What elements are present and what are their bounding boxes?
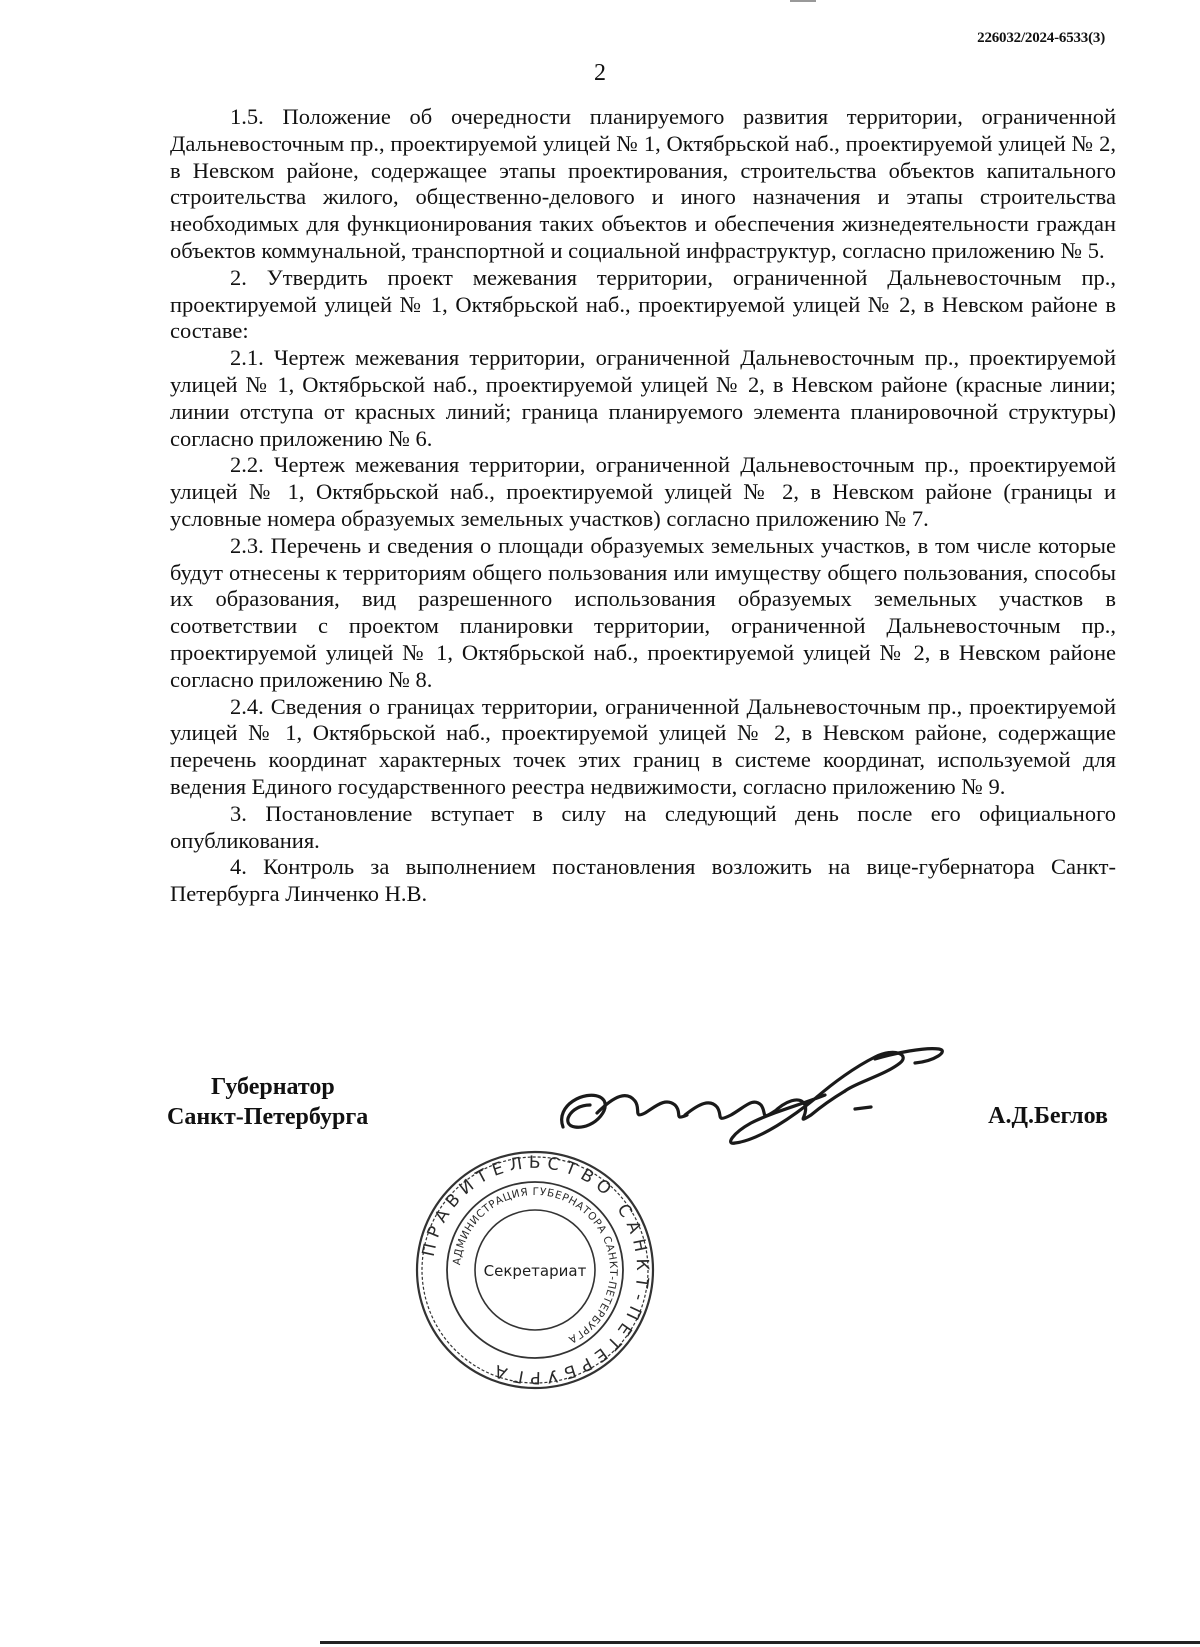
scan-mark bbox=[790, 0, 816, 2]
signatory-title-line1: Губернатор bbox=[211, 1074, 335, 1100]
signer-name: А.Д.Беглов bbox=[988, 1103, 1108, 1129]
paragraph-2-4: 2.4. Сведения о границах территории, ограниченной Дальневосточным пр., проектируемой улицей № 1, Октябрьской наб., проектируемой улицей № 2, в Невском районе, содержащие перечень координат характерных точек этих границ в системе координат, используемой для ведения Единого государственного реестра недвижимости, согласно приложению № 9. bbox=[170, 693, 1116, 799]
signatory-title-line2: Санкт-Петербурга bbox=[167, 1104, 369, 1130]
page-number: 2 bbox=[594, 60, 606, 86]
document-number: 226032/2024-6533(3) bbox=[977, 30, 1105, 46]
paragraph-4: 4. Контроль за выполнением постановления возложить на вице-губернатора Санкт-Петербурга Линченко Н.В. bbox=[170, 854, 1116, 907]
official-stamp bbox=[410, 1145, 660, 1395]
handwritten-signature bbox=[555, 1035, 955, 1155]
paragraph-3: 3. Постановление вступает в силу на следующий день после его официального опубликования. bbox=[170, 800, 1116, 853]
bottom-rule bbox=[320, 1641, 1200, 1644]
paragraph-1-5: 1.5. Положение об очередности планируемого развития территории, ограниченной Дальневосточным пр., проектируемой улицей № 1, Октябрьской наб., проектируемой улицей № 2, в Невском районе, содержащее этапы проектирования, строительства объектов капитального строительства жилого, общественно-делового и иного назначения и этапы строительства необходимых для функционирования таких объектов и обеспечения жизнедеятельности граждан объектов коммунальной, транспортной и социальной инфраструктур, согласно приложению № 5. bbox=[170, 104, 1116, 263]
paragraph-2: 2. Утвердить проект межевания территории, ограниченной Дальневосточным пр., проектируемой улицей № 1, Октябрьской наб., проектируемой улицей № 2, в Невском районе в составе: bbox=[170, 264, 1116, 344]
document-body bbox=[170, 104, 1116, 908]
stamp-outer-text: ПРАВИТЕЛЬСТВО САНКТ-ПЕТЕРБУРГА bbox=[418, 1152, 653, 1388]
paragraph-2-2: 2.2. Чертеж межевания территории, ограниченной Дальневосточным пр., проектируемой улицей № 1, Октябрьской наб., проектируемой улицей № 2, в Невском районе (границы и условные номера образуемых земельных участков) согласно приложению № 7. bbox=[170, 452, 1116, 531]
stamp-center-text: Секретариат bbox=[483, 1262, 587, 1280]
paragraph-2-1: 2.1. Чертеж межевания территории, ограниченной Дальневосточным пр., проектируемой улицей № 1, Октябрьской наб., проектируемой улицей № 2, в Невском районе (красные линии; линии отступа от красных линий; граница планируемого элемента планировочной структуры) согласно приложению № 6. bbox=[170, 345, 1116, 451]
signatory-title bbox=[167, 1072, 368, 1132]
stamp-inner-text: АДМИНИСТРАЦИЯ ГУБЕРНАТОРА САНКТ-ПЕТЕРБУРГА bbox=[451, 1185, 620, 1346]
paragraph-2-3: 2.3. Перечень и сведения о площади образуемых земельных участков, в том числе которые будут отнесены к территориям общего пользования или имуществу общего пользования, способы их образования, вид разрешенного использования образуемых земельных участков в соответствии с проектом планировки территории, ограниченной Дальневосточным пр., проектируемой улицей № 1, Октябрьской наб., проектируемой улицей № 2, в Невском районе согласно приложению № 8. bbox=[170, 532, 1116, 692]
